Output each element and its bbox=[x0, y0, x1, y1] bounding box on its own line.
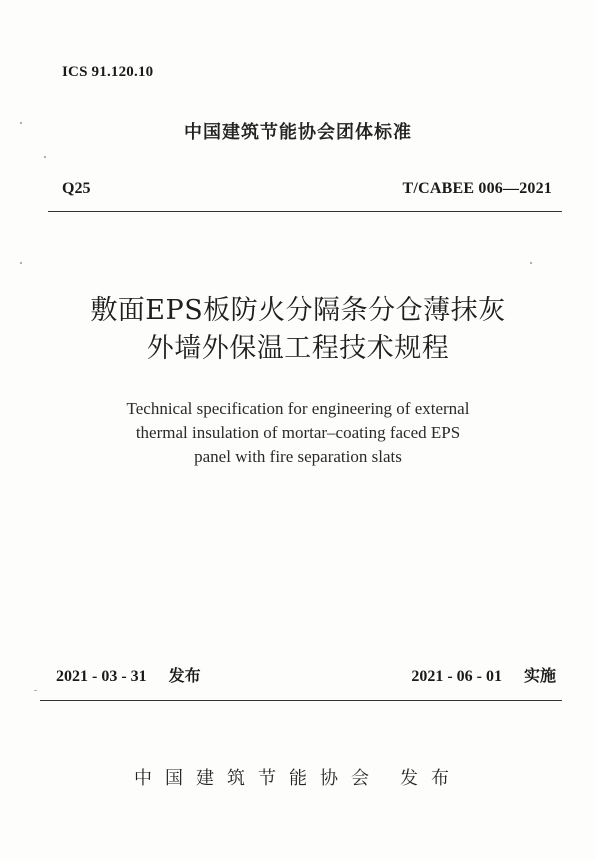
standard-number: T/CABEE 006—2021 bbox=[402, 180, 552, 197]
bottom-divider bbox=[40, 700, 562, 701]
chinese-title-line-2: 外墙外保温工程技术规程 bbox=[146, 333, 450, 364]
top-divider bbox=[48, 211, 562, 212]
scan-speck bbox=[20, 122, 22, 124]
chinese-title bbox=[0, 292, 596, 368]
issue-date-block bbox=[56, 663, 201, 686]
scan-speck bbox=[44, 156, 46, 158]
publisher-name: 中国建筑节能协会 bbox=[134, 768, 382, 789]
chinese-title-line-1: 敷面EPS板防火分隔条分仓薄抹灰 bbox=[90, 295, 506, 326]
english-title bbox=[0, 397, 596, 469]
scan-speck bbox=[20, 262, 22, 264]
english-title-line-2: thermal insulation of mortar–coating faced EPS bbox=[135, 423, 461, 442]
implement-date: 2021 - 06 - 01 bbox=[411, 668, 502, 685]
standard-type: 中国建筑节能协会团体标准 bbox=[184, 122, 412, 143]
scan-speck bbox=[530, 262, 532, 264]
ics-code: ICS 91.120.10 bbox=[62, 64, 154, 80]
issue-label: 发布 bbox=[168, 666, 201, 685]
implement-date-block bbox=[411, 663, 556, 686]
publisher-line bbox=[0, 764, 596, 790]
english-title-line-1: Technical specification for engineering of external bbox=[126, 399, 470, 418]
scan-speck bbox=[34, 690, 37, 691]
english-title-line-3: panel with fire separation slats bbox=[194, 447, 402, 466]
issue-date: 2021 - 03 - 31 bbox=[56, 668, 147, 685]
publish-label: 发布 bbox=[400, 768, 462, 789]
classification-code: Q25 bbox=[62, 180, 91, 197]
implement-label: 实施 bbox=[523, 666, 556, 685]
